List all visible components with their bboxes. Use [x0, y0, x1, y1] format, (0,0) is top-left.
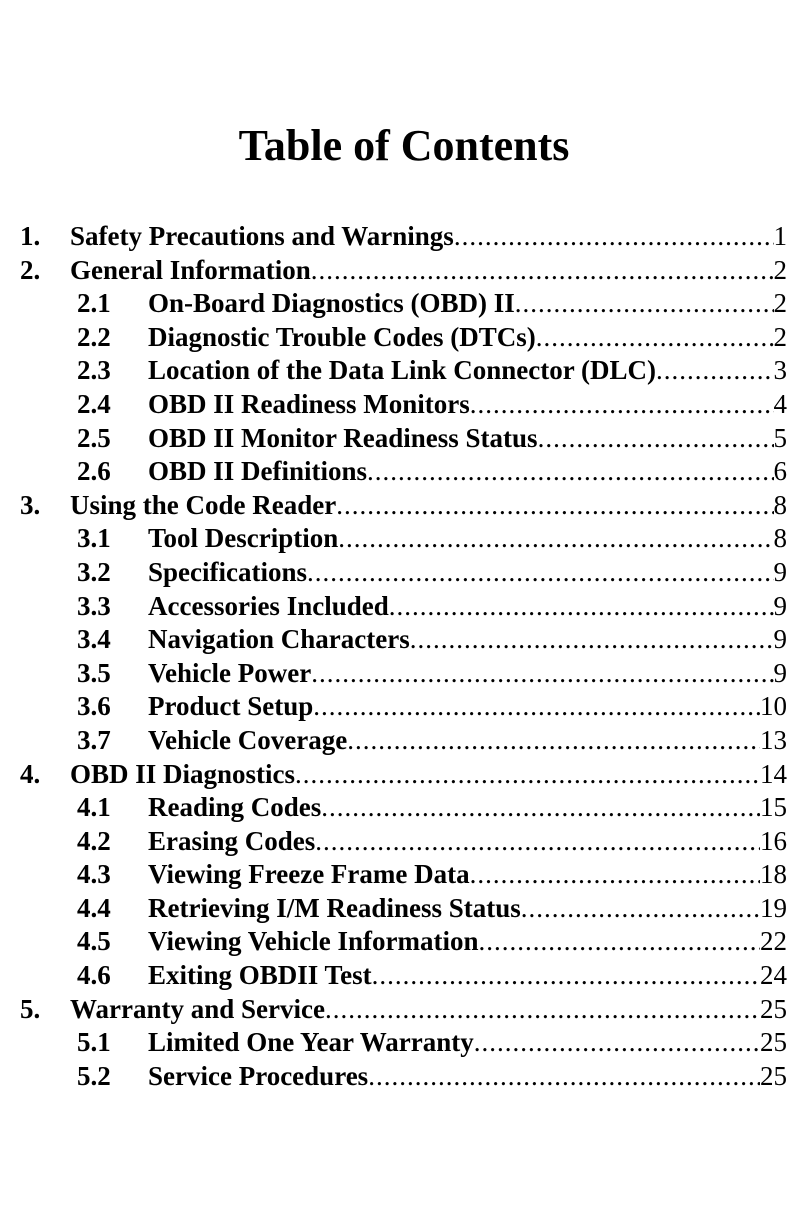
toc-entry[interactable]	[0, 287, 808, 321]
toc-entry-number: 2.5	[77, 422, 111, 453]
toc-entry-number: 3.6	[77, 691, 111, 722]
toc-entry-leader	[148, 388, 787, 422]
toc-entry-title: OBD II Readiness Monitors	[148, 388, 470, 422]
toc-entry-title: On-Board Diagnostics (OBD) II	[148, 287, 515, 321]
toc-entry[interactable]	[0, 1026, 808, 1060]
toc-entry-leader	[148, 455, 787, 489]
toc-entry-page: 3	[773, 355, 787, 386]
toc-entry-leader	[148, 858, 787, 892]
toc-entry-title: Product Setup	[148, 690, 313, 724]
toc-list	[0, 220, 808, 1093]
dot-leader	[372, 959, 760, 993]
toc-entry-number: 4.3	[77, 859, 111, 890]
toc-entry-page: 9	[773, 657, 787, 688]
toc-entry-title: Retrieving I/M Readiness Status	[148, 892, 521, 926]
dot-leader	[313, 690, 760, 724]
dot-leader	[336, 489, 773, 523]
toc-entry[interactable]	[0, 623, 808, 657]
toc-entry-title: Vehicle Coverage	[148, 724, 347, 758]
toc-entry-number: 3.4	[77, 624, 111, 655]
toc-entry-number: 2.2	[77, 321, 111, 352]
toc-entry-page: 18	[760, 859, 787, 890]
toc-entry-title: Exiting OBDII Test	[148, 959, 372, 993]
toc-entry[interactable]	[0, 690, 808, 724]
toc-entry[interactable]	[0, 556, 808, 590]
toc-entry-number: 4.1	[77, 792, 111, 823]
dot-leader	[307, 556, 774, 590]
toc-entry-number: 4.2	[77, 825, 111, 856]
toc-entry-leader	[148, 925, 787, 959]
toc-entry-page: 2	[773, 321, 787, 352]
dot-leader	[470, 858, 760, 892]
dot-leader	[367, 455, 773, 489]
dot-leader	[521, 892, 760, 926]
toc-entry-title: OBD II Diagnostics	[70, 758, 295, 792]
dot-leader	[656, 354, 774, 388]
toc-entry[interactable]	[0, 791, 808, 825]
toc-entry[interactable]	[0, 892, 808, 926]
page-title: Table of Contents	[238, 121, 570, 170]
toc-entry-page: 8	[773, 489, 787, 520]
toc-entry-page: 24	[760, 960, 787, 991]
dot-leader	[454, 220, 774, 254]
toc-entry-page: 25	[760, 1027, 787, 1058]
toc-entry[interactable]	[0, 522, 808, 556]
toc-entry-page: 9	[773, 624, 787, 655]
toc-entry-title: Tool Description	[148, 522, 338, 556]
toc-entry-number: 5.	[20, 993, 41, 1024]
toc-entry-leader	[148, 959, 787, 993]
toc-entry-page: 16	[760, 825, 787, 856]
toc-entry-leader	[148, 892, 787, 926]
toc-entry-leader	[148, 556, 787, 590]
toc-entry[interactable]	[0, 825, 808, 859]
toc-entry-title: Safety Precautions and Warnings	[70, 220, 454, 254]
toc-entry-title: OBD II Monitor Readiness Status	[148, 422, 538, 456]
dot-leader	[311, 657, 773, 691]
dot-leader	[321, 791, 760, 825]
toc-entry-title: Location of the Data Link Connector (DLC)	[148, 354, 656, 388]
toc-entry-page: 2	[773, 288, 787, 319]
dot-leader	[474, 1026, 760, 1060]
toc-entry[interactable]	[0, 925, 808, 959]
toc-entry-number: 3.	[20, 489, 41, 520]
toc-entry-title: Warranty and Service	[70, 993, 325, 1027]
toc-entry-number: 4.	[20, 758, 41, 789]
toc-entry-number: 4.4	[77, 892, 111, 923]
dot-leader	[410, 623, 774, 657]
dot-leader	[368, 1060, 760, 1094]
toc-entry-title: Navigation Characters	[148, 623, 410, 657]
toc-entry-number: 2.1	[77, 288, 111, 319]
toc-entry[interactable]	[0, 455, 808, 489]
toc-entry-page: 25	[760, 993, 787, 1024]
toc-entry-leader	[148, 724, 787, 758]
toc-entry-number: 5.1	[77, 1027, 111, 1058]
toc-entry-page: 10	[760, 691, 787, 722]
toc-entry-number: 2.4	[77, 388, 111, 419]
toc-entry-page: 1	[773, 221, 787, 251]
toc-entry-number: 1.	[20, 221, 41, 251]
toc-entry-page: 9	[773, 590, 787, 621]
toc-entry[interactable]	[0, 1060, 808, 1094]
dot-leader	[538, 422, 774, 456]
toc-entry-leader	[148, 623, 787, 657]
toc-entry-number: 3.7	[77, 724, 111, 755]
toc-entry-leader	[148, 690, 787, 724]
toc-entry[interactable]	[0, 657, 808, 691]
toc-entry-title: Vehicle Power	[148, 657, 311, 691]
dot-leader	[479, 925, 761, 959]
toc-entry-page: 22	[760, 926, 787, 957]
toc-entry-number: 2.3	[77, 355, 111, 386]
dot-leader	[338, 522, 773, 556]
dot-leader	[315, 825, 760, 859]
toc-entry-title: Erasing Codes	[148, 825, 315, 859]
toc-entry-page: 5	[773, 422, 787, 453]
toc-entry[interactable]	[0, 993, 808, 1027]
toc-entry-title: Limited One Year Warranty	[148, 1026, 474, 1060]
toc-entry[interactable]	[0, 858, 808, 892]
toc-entry[interactable]	[0, 254, 808, 288]
toc-entry-page: 25	[760, 1060, 787, 1091]
toc-entry-title: Specifications	[148, 556, 307, 590]
toc-entry[interactable]	[0, 220, 808, 254]
dot-leader	[311, 254, 774, 288]
toc-entry-page: 19	[760, 892, 787, 923]
toc-entry-leader	[148, 590, 787, 624]
dot-leader	[295, 758, 760, 792]
toc-entry-leader	[148, 825, 787, 859]
dot-leader	[347, 724, 760, 758]
toc-entry[interactable]	[0, 959, 808, 993]
toc-entry-number: 2.	[20, 254, 41, 285]
toc-entry-page: 2	[773, 254, 787, 285]
toc-entry-leader	[148, 422, 787, 456]
dot-leader	[536, 321, 774, 355]
toc-entry-title: Using the Code Reader	[70, 489, 336, 523]
dot-leader	[515, 287, 774, 321]
toc-entry[interactable]	[0, 388, 808, 422]
toc-entry-title: Reading Codes	[148, 791, 321, 825]
toc-entry-leader	[148, 657, 787, 691]
dot-leader	[470, 388, 774, 422]
toc-entry-leader	[148, 1060, 787, 1094]
toc-entry-page: 13	[760, 724, 787, 755]
toc-entry-page: 6	[773, 456, 787, 487]
toc-entry[interactable]	[0, 758, 808, 792]
toc-entry-leader	[148, 321, 787, 355]
toc-entry-leader	[70, 489, 787, 523]
toc-entry-title: Diagnostic Trouble Codes (DTCs)	[148, 321, 536, 355]
toc-entry-leader	[70, 220, 787, 254]
toc-entry-leader	[148, 791, 787, 825]
toc-entry-number: 5.2	[77, 1060, 111, 1091]
toc-entry-title: Viewing Vehicle Information	[148, 925, 479, 959]
toc-entry[interactable]	[0, 354, 808, 388]
toc-entry-page: 4	[773, 388, 787, 419]
toc-entry-title: Service Procedures	[148, 1060, 368, 1094]
toc-entry[interactable]	[0, 724, 808, 758]
toc-entry-number: 3.3	[77, 590, 111, 621]
toc-entry-page: 8	[773, 523, 787, 554]
toc-entry-title: OBD II Definitions	[148, 455, 367, 489]
toc-entry-page: 9	[773, 556, 787, 587]
toc-entry[interactable]	[0, 489, 808, 523]
toc-entry-leader	[70, 254, 787, 288]
toc-entry-leader	[148, 522, 787, 556]
toc-entry[interactable]	[0, 422, 808, 456]
toc-entry-number: 4.6	[77, 960, 111, 991]
toc-entry[interactable]	[0, 590, 808, 624]
toc-entry-leader	[148, 354, 787, 388]
toc-entry-leader	[70, 993, 787, 1027]
dot-leader	[325, 993, 760, 1027]
toc-entry-page: 14	[760, 758, 787, 789]
toc-entry-leader	[70, 758, 787, 792]
toc-entry-number: 3.5	[77, 657, 111, 688]
toc-entry-number: 4.5	[77, 926, 111, 957]
toc-entry-number: 3.1	[77, 523, 111, 554]
toc-entry-title: Accessories Included	[148, 590, 389, 624]
toc-entry[interactable]	[0, 321, 808, 355]
toc-entry-leader	[148, 287, 787, 321]
toc-entry-page: 15	[760, 792, 787, 823]
dot-leader	[389, 590, 774, 624]
toc-entry-number: 2.6	[77, 456, 111, 487]
toc-entry-title: General Information	[70, 254, 311, 288]
toc-entry-title: Viewing Freeze Frame Data	[148, 858, 470, 892]
toc-entry-number: 3.2	[77, 556, 111, 587]
toc-entry-leader	[148, 1026, 787, 1060]
